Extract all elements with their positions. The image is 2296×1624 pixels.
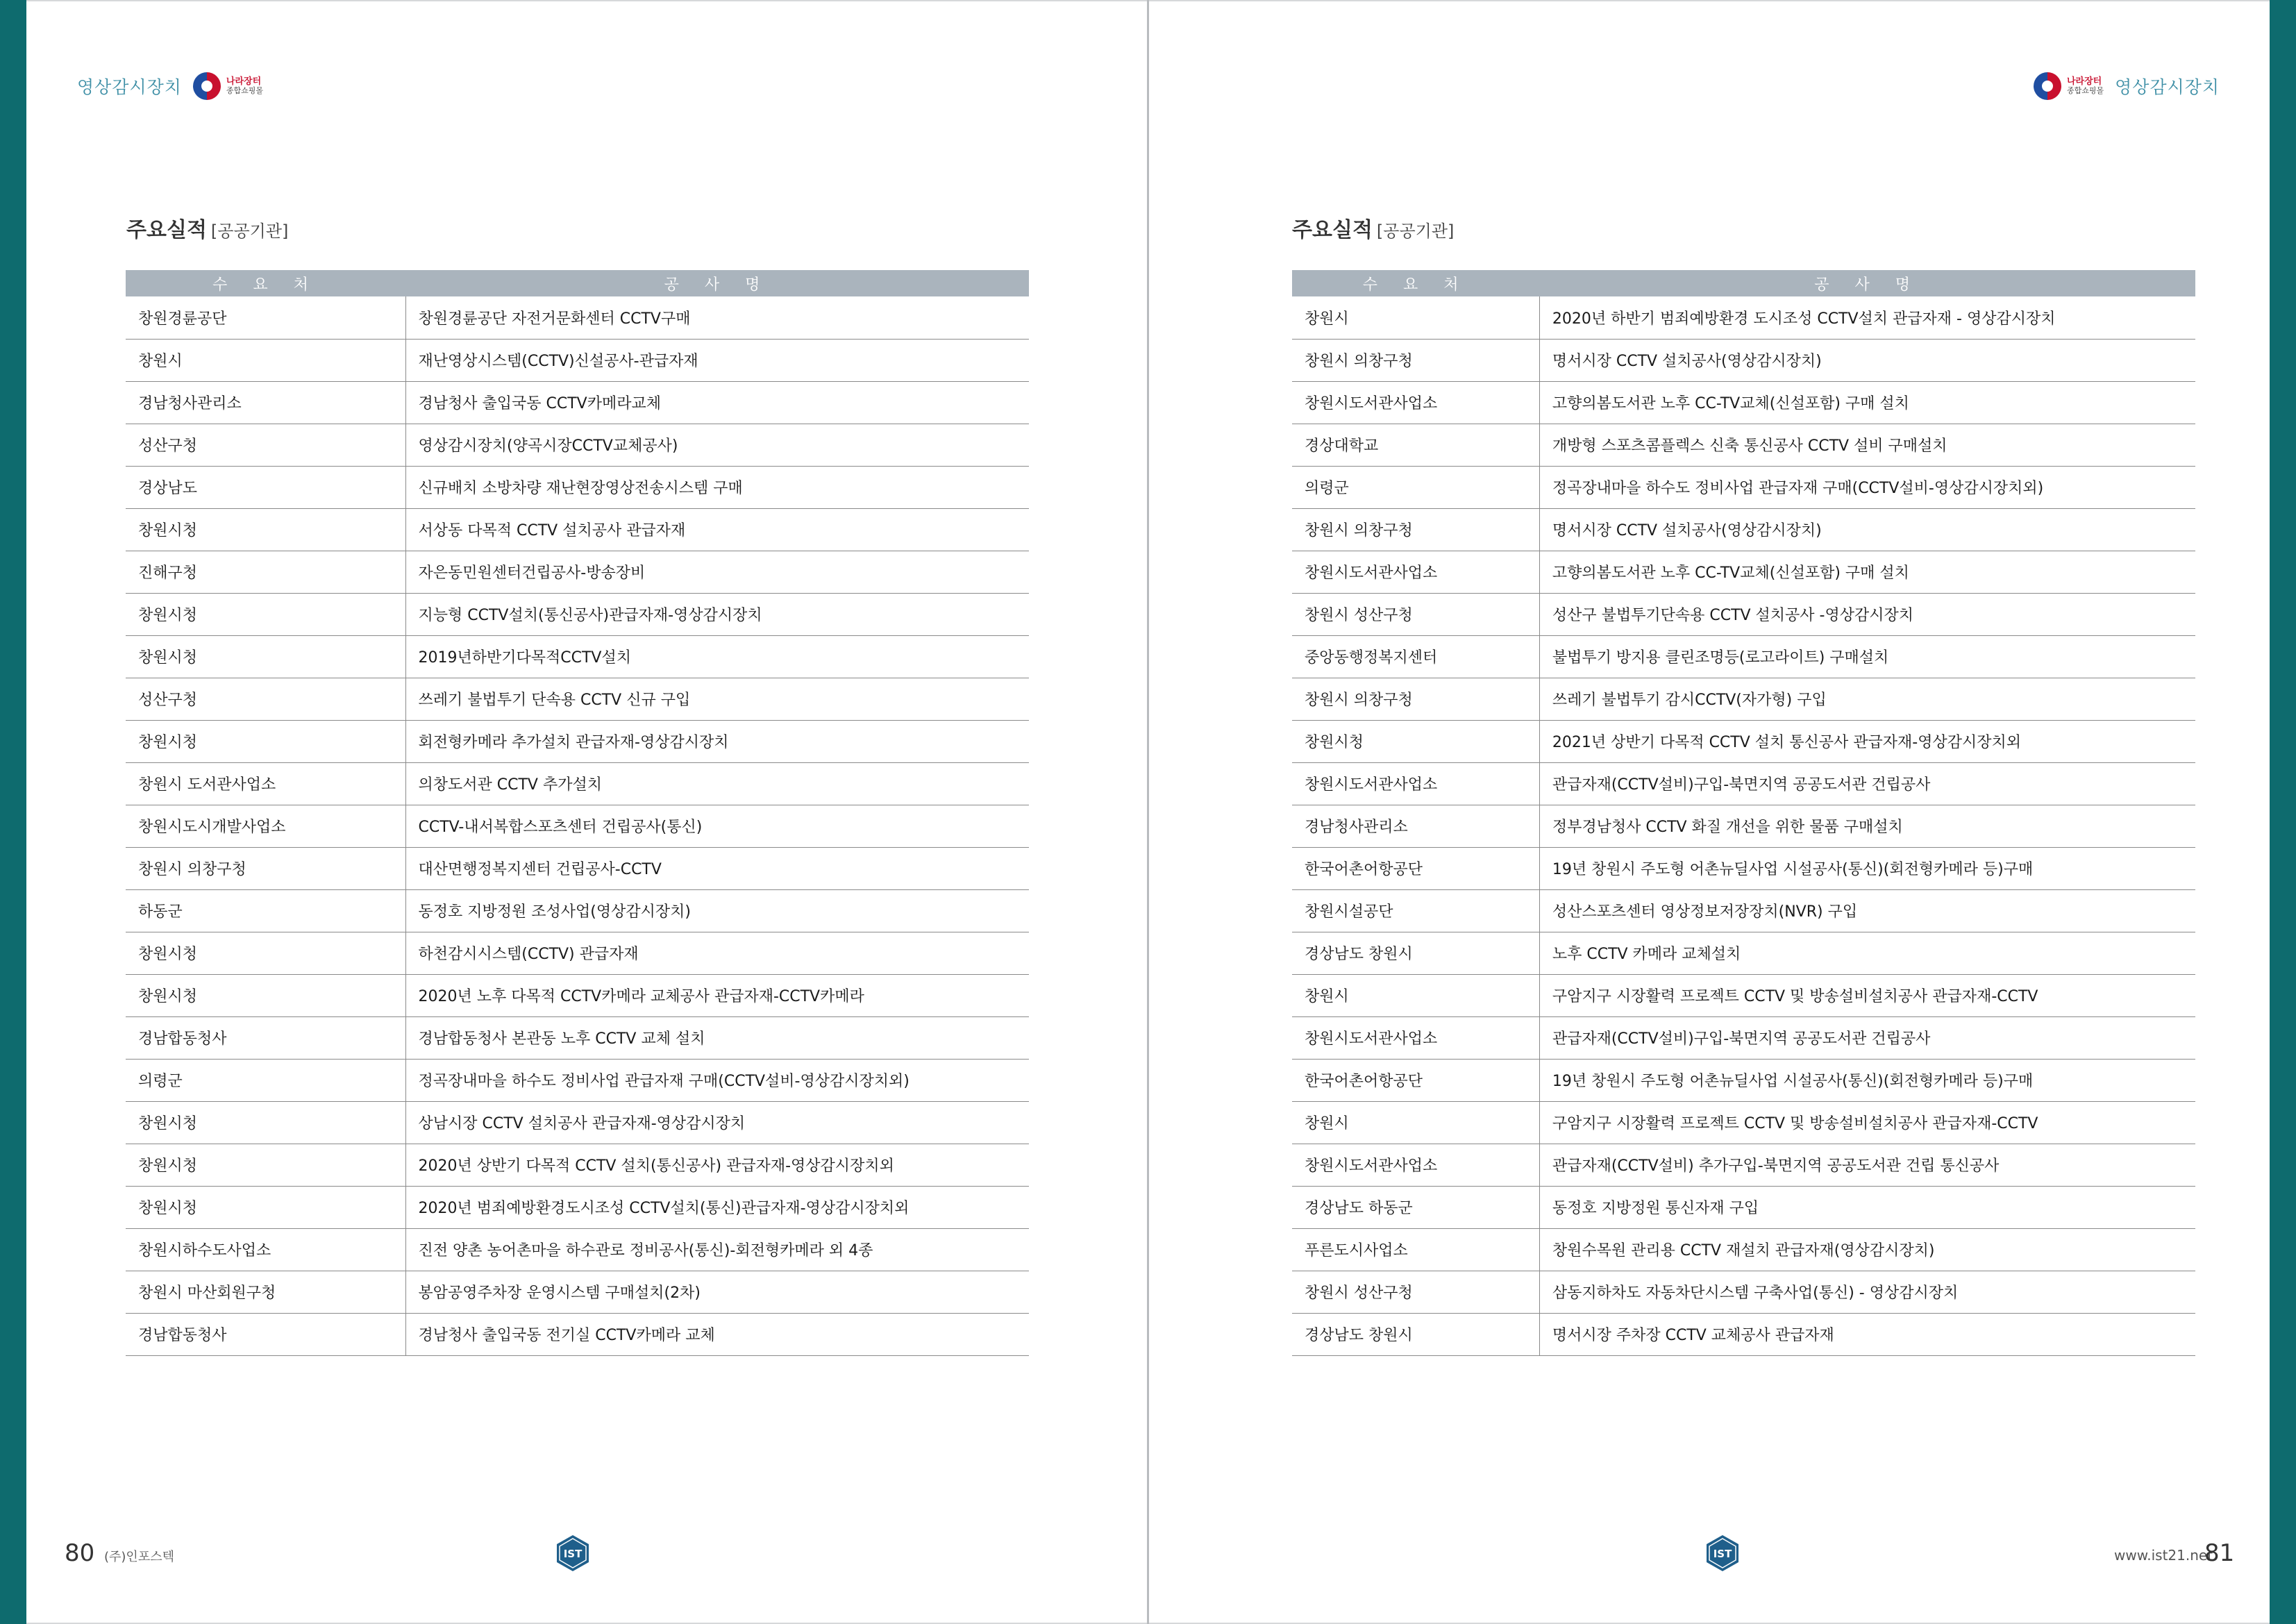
page-number: 80: [65, 1539, 95, 1567]
logo-line-2: 종합쇼핑몰: [226, 86, 264, 96]
client-cell: 한국어촌어항공단: [1292, 1059, 1539, 1101]
project-cell: 경남청사 출입국동 CCTV카메라교체: [405, 381, 1029, 424]
client-cell: 창원시도시개발사업소: [126, 805, 405, 847]
client-cell: 창원시하수도사업소: [126, 1228, 405, 1271]
client-cell: 창원시도서관사업소: [1292, 1144, 1539, 1186]
project-cell: 2020년 상반기 다목적 CCTV 설치(통신공사) 관급자재-영상감시장치외: [405, 1144, 1029, 1186]
project-cell: 상남시장 CCTV 설치공사 관급자재-영상감시장치: [405, 1101, 1029, 1144]
client-cell: 창원시청: [126, 635, 405, 678]
client-cell: 창원시 마산회원구청: [126, 1271, 405, 1313]
project-cell: 관급자재(CCTV설비) 추가구입-북면지역 공공도서관 건립 통신공사: [1539, 1144, 2195, 1186]
table-row: [126, 339, 1029, 381]
client-cell: 의령군: [126, 1059, 405, 1101]
client-cell: 창원시: [1292, 1101, 1539, 1144]
table-row: [126, 1059, 1029, 1101]
client-cell: 창원경륜공단: [126, 296, 405, 339]
client-cell: 창원시 의창구청: [1292, 508, 1539, 551]
client-cell: 경상남도 창원시: [1292, 932, 1539, 974]
project-cell: 노후 CCTV 카메라 교체설치: [1539, 932, 2195, 974]
svg-text:IST: IST: [1713, 1548, 1732, 1560]
table-row: [126, 974, 1029, 1016]
table-row: [1292, 1059, 2195, 1101]
left-page-header: [77, 72, 263, 100]
client-cell: 창원시도서관사업소: [1292, 1016, 1539, 1059]
client-cell: 창원시 성산구청: [1292, 1271, 1539, 1313]
table-row: [126, 1186, 1029, 1228]
client-cell: 창원시도서관사업소: [1292, 762, 1539, 805]
table-row: [126, 1271, 1029, 1313]
project-cell: 구암지구 시장활력 프로젝트 CCTV 및 방송설비설치공사 관급자재-CCTV: [1539, 1101, 2195, 1144]
project-cell: 명서시장 주차장 CCTV 교체공사 관급자재: [1539, 1313, 2195, 1355]
left-page: [26, 0, 1147, 1624]
table-row: [126, 296, 1029, 339]
project-cell: 관급자재(CCTV설비)구입-북면지역 공공도서관 건립공사: [1539, 1016, 2195, 1059]
records-table: [1292, 270, 2195, 1356]
project-cell: 구암지구 시장활력 프로젝트 CCTV 및 방송설비설치공사 관급자재-CCTV: [1539, 974, 2195, 1016]
project-cell: 19년 창원시 주도형 어촌뉴딜사업 시설공사(통신)(회전형카메라 등)구매: [1539, 1059, 2195, 1101]
project-cell: 쓰레기 불법투기 감시CCTV(자가형) 구입: [1539, 678, 2195, 720]
table-row: [126, 889, 1029, 932]
table-row: [1292, 678, 2195, 720]
table-row: [126, 1228, 1029, 1271]
table-row: [1292, 381, 2195, 424]
project-cell: 2019년하반기다목적CCTV설치: [405, 635, 1029, 678]
project-cell: 쓰레기 불법투기 단속용 CCTV 신규 구입: [405, 678, 1029, 720]
section-title: 주요실적 [공공기관]: [1292, 218, 1455, 242]
ist-emblem-icon: [555, 1534, 590, 1572]
project-cell: 대산면행정복지센터 건립공사-CCTV: [405, 847, 1029, 889]
table-row: [1292, 805, 2195, 847]
project-cell: 2021년 상반기 다목적 CCTV 설치 통신공사 관급자재-영상감시장치외: [1539, 720, 2195, 762]
project-cell: 창원수목원 관리용 CCTV 재설치 관급자재(영상감시장치): [1539, 1228, 2195, 1271]
ist-emblem-icon: [1705, 1534, 1740, 1572]
project-cell: 2020년 범죄예방환경도시조성 CCTV설치(통신)관급자재-영상감시장치외: [405, 1186, 1029, 1228]
table-row: [1292, 635, 2195, 678]
project-cell: CCTV-내서복합스포츠센터 건립공사(통신): [405, 805, 1029, 847]
table-row: [1292, 593, 2195, 635]
table-row: [1292, 932, 2195, 974]
table-row: [1292, 551, 2195, 593]
project-cell: 개방형 스포츠콤플렉스 신축 통신공사 CCTV 설비 구매설치: [1539, 424, 2195, 466]
client-cell: 창원시 의창구청: [126, 847, 405, 889]
client-cell: 창원시: [126, 339, 405, 381]
right-page-header: [2034, 72, 2220, 100]
table-row: [126, 678, 1029, 720]
table-row: [1292, 1313, 2195, 1355]
table-row: [1292, 974, 2195, 1016]
table-row: [1292, 508, 2195, 551]
project-cell: 성산스포츠센터 영상정보저장장치(NVR) 구입: [1539, 889, 2195, 932]
client-cell: 창원시청: [126, 593, 405, 635]
logo-line-1: 나라장터: [226, 76, 262, 87]
project-cell: 동정호 지방정원 조성사업(영상감시장치): [405, 889, 1029, 932]
table-row: [126, 1313, 1029, 1355]
client-cell: 창원시청: [126, 974, 405, 1016]
client-cell: 경남합동청사: [126, 1313, 405, 1355]
table-row: [126, 805, 1029, 847]
section-subtitle: [공공기관]: [1376, 221, 1455, 241]
client-cell: 성산구청: [126, 424, 405, 466]
table-header-row: [1292, 270, 2195, 296]
project-cell: 의창도서관 CCTV 추가설치: [405, 762, 1029, 805]
table-row: [126, 1016, 1029, 1059]
table-row: [1292, 296, 2195, 339]
client-cell: 창원시: [1292, 296, 1539, 339]
project-cell: 봉암공영주차장 운영시스템 구매설치(2차): [405, 1271, 1029, 1313]
client-cell: 경상남도: [126, 466, 405, 508]
client-cell: 창원시설공단: [1292, 889, 1539, 932]
koneps-logo: [2034, 72, 2104, 100]
client-cell: 경남합동청사: [126, 1016, 405, 1059]
taegeuk-icon: [2034, 72, 2061, 100]
table-row: [1292, 720, 2195, 762]
left-edge-band: [0, 0, 26, 1624]
header-title: 영상감시장치: [77, 77, 182, 97]
company-name: (주)인포스텍: [104, 1550, 174, 1564]
project-cell: 지능형 CCTV설치(통신공사)관급자재-영상감시장치: [405, 593, 1029, 635]
client-cell: 창원시청: [126, 932, 405, 974]
client-cell: 창원시청: [126, 1186, 405, 1228]
client-cell: 창원시: [1292, 974, 1539, 1016]
header-title: 영상감시장치: [2115, 77, 2220, 97]
project-cell: 정곡장내마을 하수도 정비사업 관급자재 구매(CCTV설비-영상감시장치외): [405, 1059, 1029, 1101]
table-row: [126, 424, 1029, 466]
client-cell: 경남청사관리소: [1292, 805, 1539, 847]
project-cell: 진전 양촌 농어촌마을 하수관로 정비공사(통신)-회전형카메라 외 4종: [405, 1228, 1029, 1271]
project-cell: 정곡장내마을 하수도 정비사업 관급자재 구매(CCTV설비-영상감시장치외): [1539, 466, 2195, 508]
project-cell: 명서시장 CCTV 설치공사(영상감시장치): [1539, 339, 2195, 381]
table-row: [1292, 424, 2195, 466]
project-cell: 명서시장 CCTV 설치공사(영상감시장치): [1539, 508, 2195, 551]
client-cell: 경상대학교: [1292, 424, 1539, 466]
project-cell: 경남합동청사 본관동 노후 CCTV 교체 설치: [405, 1016, 1029, 1059]
table-header-row: [126, 270, 1029, 296]
table-row: [126, 762, 1029, 805]
svg-text:IST: IST: [563, 1548, 583, 1560]
table-row: [1292, 762, 2195, 805]
client-cell: 의령군: [1292, 466, 1539, 508]
right-edge-band: [2270, 0, 2296, 1624]
client-cell: 경남청사관리소: [126, 381, 405, 424]
project-cell: 신규배치 소방차량 재난현장영상전송시스템 구매: [405, 466, 1029, 508]
project-cell: 고향의봄도서관 노후 CC-TV교체(신설포함) 구매 설치: [1539, 551, 2195, 593]
website-url: www.ist21.net: [2114, 1547, 2213, 1564]
client-cell: 창원시도서관사업소: [1292, 381, 1539, 424]
project-cell: 불법투기 방지용 클린조명등(로고라이트) 구매설치: [1539, 635, 2195, 678]
project-cell: 삼동지하차도 자동차단시스템 구축사업(통신) - 영상감시장치: [1539, 1271, 2195, 1313]
table-row: [126, 847, 1029, 889]
project-cell: 서상동 다목적 CCTV 설치공사 관급자재: [405, 508, 1029, 551]
client-cell: 경상남도 하동군: [1292, 1186, 1539, 1228]
logo-line-1: 나라장터: [2067, 76, 2102, 87]
table-row: [1292, 1228, 2195, 1271]
table-row: [126, 508, 1029, 551]
client-cell: 푸른도시사업소: [1292, 1228, 1539, 1271]
client-cell: 창원시 의창구청: [1292, 678, 1539, 720]
client-cell: 창원시청: [126, 508, 405, 551]
project-cell: 성산구 불법투기단속용 CCTV 설치공사 -영상감시장치: [1539, 593, 2195, 635]
table-row: [126, 932, 1029, 974]
logo-line-2: 종합쇼핑몰: [2067, 86, 2104, 96]
project-cell: 영상감시장치(양곡시장CCTV교체공사): [405, 424, 1029, 466]
client-cell: 하동군: [126, 889, 405, 932]
table-row: [1292, 466, 2195, 508]
project-cell: 2020년 하반기 범죄예방환경 도시조성 CCTV설치 관급자재 - 영상감시장치: [1539, 296, 2195, 339]
client-cell: 경상남도 창원시: [1292, 1313, 1539, 1355]
table-row: [1292, 1271, 2195, 1313]
table-row: [1292, 339, 2195, 381]
project-cell: 2020년 노후 다목적 CCTV카메라 교체공사 관급자재-CCTV카메라: [405, 974, 1029, 1016]
client-cell: 창원시청: [126, 720, 405, 762]
page-number: 81: [2204, 1539, 2235, 1567]
table-row: [1292, 1144, 2195, 1186]
table-row: [1292, 1016, 2195, 1059]
koneps-logo: [193, 72, 263, 100]
table-row: [126, 593, 1029, 635]
client-cell: 창원시청: [126, 1101, 405, 1144]
header-project: 공 사 명: [1539, 270, 2195, 296]
client-cell: 창원시 의창구청: [1292, 339, 1539, 381]
table-row: [126, 635, 1029, 678]
client-cell: 중앙동행정복지센터: [1292, 635, 1539, 678]
client-cell: 창원시청: [1292, 720, 1539, 762]
project-cell: 정부경남청사 CCTV 화질 개선을 위한 물품 구매설치: [1539, 805, 2195, 847]
section-subtitle: [공공기관]: [210, 221, 289, 241]
table-row: [1292, 889, 2195, 932]
client-cell: 창원시 성산구청: [1292, 593, 1539, 635]
table-row: [126, 720, 1029, 762]
right-page: [1149, 0, 2270, 1624]
table-row: [126, 466, 1029, 508]
project-cell: 하천감시시스템(CCTV) 관급자재: [405, 932, 1029, 974]
table-row: [1292, 847, 2195, 889]
client-cell: 성산구청: [126, 678, 405, 720]
project-cell: 회전형카메라 추가설치 관급자재-영상감시장치: [405, 720, 1029, 762]
project-cell: 고향의봄도서관 노후 CC-TV교체(신설포함) 구매 설치: [1539, 381, 2195, 424]
client-cell: 진해구청: [126, 551, 405, 593]
project-cell: 19년 창원시 주도형 어촌뉴딜사업 시설공사(통신)(회전형카메라 등)구매: [1539, 847, 2195, 889]
table-row: [126, 551, 1029, 593]
table-row: [126, 381, 1029, 424]
client-cell: 한국어촌어항공단: [1292, 847, 1539, 889]
table-row: [126, 1144, 1029, 1186]
section-title: 주요실적 [공공기관]: [126, 218, 289, 242]
header-client: 수 요 처: [126, 270, 405, 296]
table-row: [126, 1101, 1029, 1144]
project-cell: 경남청사 출입국동 전기실 CCTV카메라 교체: [405, 1313, 1029, 1355]
project-cell: 관급자재(CCTV설비)구입-북면지역 공공도서관 건립공사: [1539, 762, 2195, 805]
project-cell: 재난영상시스템(CCTV)신설공사-관급자재: [405, 339, 1029, 381]
client-cell: 창원시 도서관사업소: [126, 762, 405, 805]
client-cell: 창원시도서관사업소: [1292, 551, 1539, 593]
header-client: 수 요 처: [1292, 270, 1539, 296]
header-project: 공 사 명: [405, 270, 1029, 296]
records-table: [126, 270, 1029, 1356]
project-cell: 동정호 지방정원 통신자재 구입: [1539, 1186, 2195, 1228]
project-cell: 자은동민원센터건립공사-방송장비: [405, 551, 1029, 593]
taegeuk-icon: [193, 72, 221, 100]
table-row: [1292, 1186, 2195, 1228]
table-row: [1292, 1101, 2195, 1144]
client-cell: 창원시청: [126, 1144, 405, 1186]
project-cell: 창원경륜공단 자전거문화센터 CCTV구매: [405, 296, 1029, 339]
